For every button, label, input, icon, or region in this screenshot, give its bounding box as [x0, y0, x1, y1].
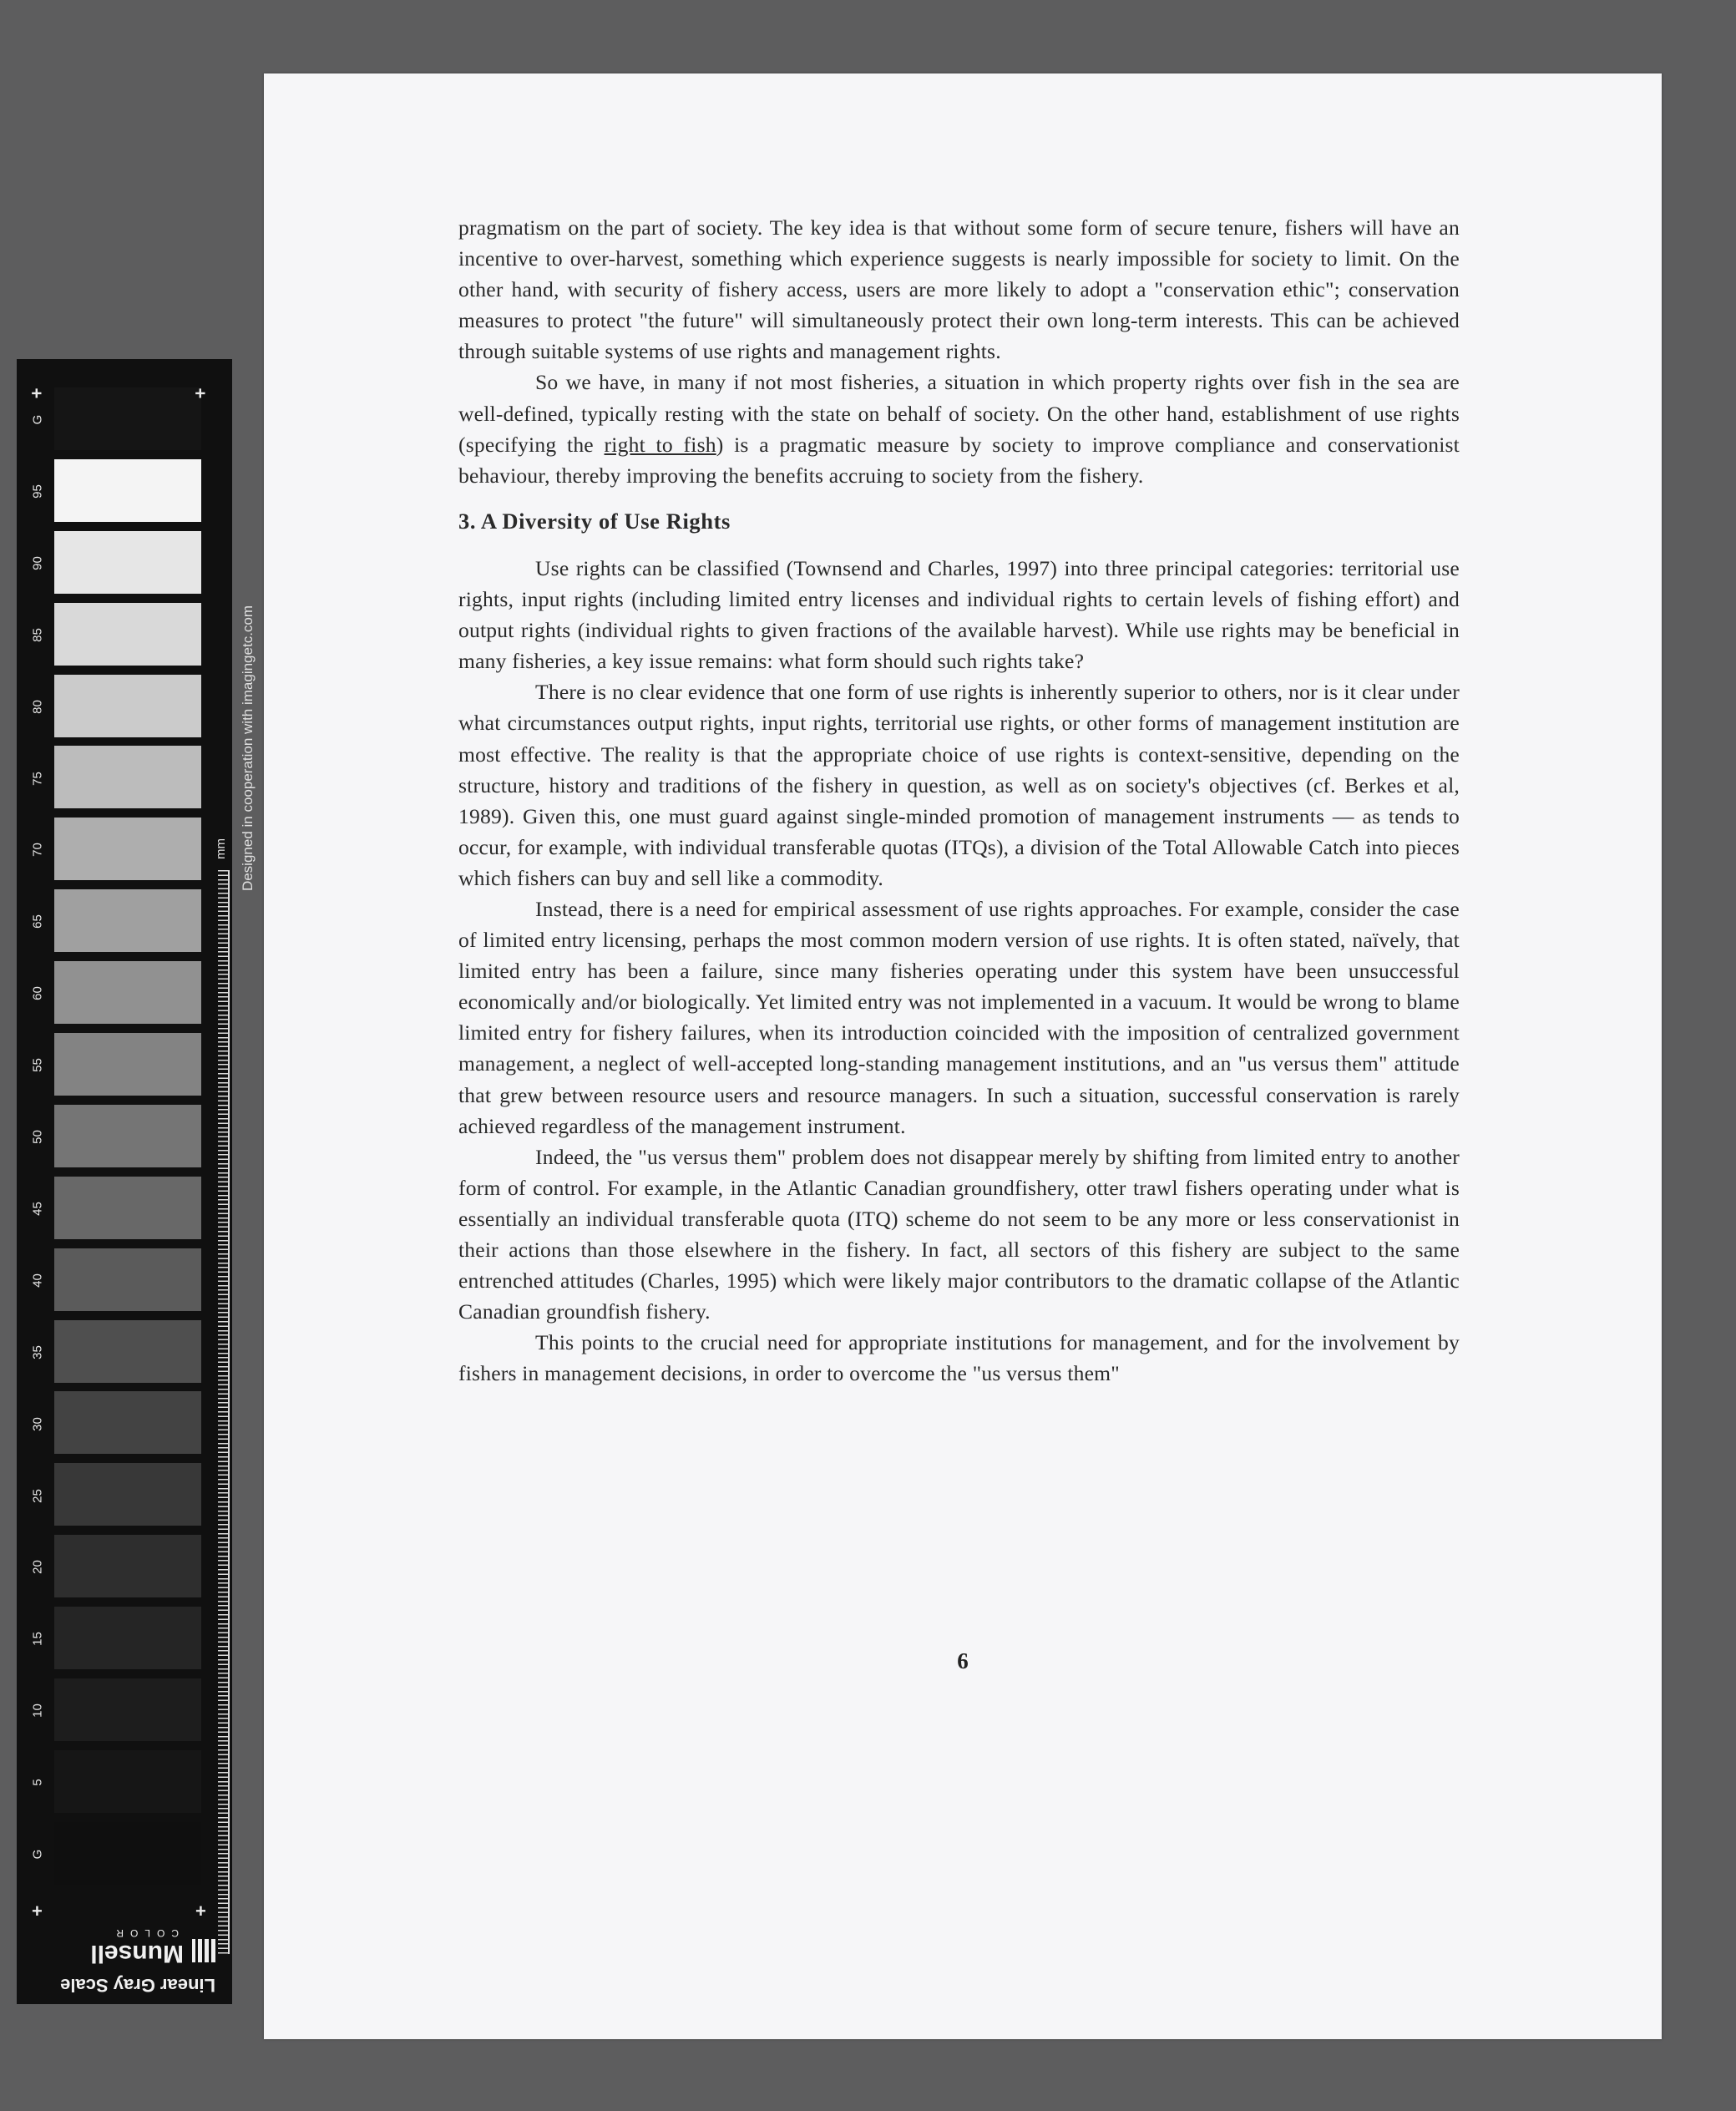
gray-scale-label: 95 [30, 484, 45, 499]
paragraph: This points to the crucial need for appropriate institutions for management, and for the involvement by fishers in management decisions, in order to overcome the "us versus them" [458, 1330, 1460, 1386]
gray-patch [54, 1177, 201, 1239]
unit-label: mm [214, 838, 228, 859]
scale-title: Linear Gray Scale [60, 1975, 215, 1996]
gray-scale-label: 65 [30, 914, 45, 929]
gray-scale-label: 90 [30, 555, 45, 570]
gray-patch [54, 746, 201, 808]
gray-scale-label: 70 [30, 843, 45, 858]
gray-patch [54, 1678, 201, 1741]
paragraph-text: So we have, in many if not most fisheries, a situation in which property rights over fish in the sea are well-defined, typically resting with the state on behalf of society. On the other hand, establishment of use rights (specifying the [458, 370, 1460, 457]
gray-patch [54, 1463, 201, 1526]
gray-patch [54, 675, 201, 737]
gray-patch [54, 1033, 201, 1096]
gray-patch [54, 1105, 201, 1167]
gray-scale-label: 35 [30, 1344, 45, 1359]
gray-patch [54, 889, 201, 952]
gray-patch [54, 1248, 201, 1311]
gray-scale-label: 25 [30, 1488, 45, 1503]
document-page [264, 73, 1662, 2039]
gray-scale-label: 85 [30, 627, 45, 642]
gray-patch [54, 1320, 201, 1383]
gray-scale-label: 55 [30, 1058, 45, 1072]
munsell-logo-icon [192, 1939, 215, 1962]
gray-scale-label: 20 [30, 1560, 45, 1575]
ruler-edge [228, 870, 230, 1954]
gray-patch [54, 818, 201, 880]
gray-scale-label: 40 [30, 1273, 45, 1288]
page-number: 6 [957, 1648, 969, 1673]
gray-patch [54, 531, 201, 594]
registration-mark: + [190, 387, 211, 399]
paragraph [458, 367, 1460, 490]
gray-patch [54, 1535, 201, 1597]
gray-scale-label: 15 [30, 1632, 45, 1647]
gray-scale-label: 75 [30, 771, 45, 786]
gray-scale-label: G [30, 1849, 45, 1860]
gray-patch [54, 603, 201, 666]
gray-scale-label: 80 [30, 699, 45, 714]
gray-patch [54, 1391, 201, 1454]
munsell-brand [17, 1926, 232, 2004]
gray-scale-label: G [30, 414, 45, 425]
section-heading: 3. A Diversity of Use Rights [458, 508, 731, 534]
underlined-phrase: right to fish [604, 432, 716, 457]
munsell-gray-scale: G 95 90 85 80 75 70 65 60 55 50 45 40 35 30 25 20 15 10 5 G + + + + Designed in cooperation with imagingetc.com mm Linear Gray Scale Munsell COLOR [17, 359, 232, 2004]
paragraph: Use rights can be classified (Townsend and Charles, 1997) into three principal categories: territorial use rights, input rights (including limited entry licenses and individual rights to certain levels of fishing effort) and output rights (individual rights to given fractions of the available harvest). While use rights may be beneficial in many fisheries, a key issue remains: what form should such rights take? [458, 555, 1460, 674]
gray-scale-label: 30 [30, 1416, 45, 1431]
paragraph: There is no clear evidence that one form of use rights is inherently superior to others, nor is it clear under what circumstances output rights, input rights, territorial use rights, or other forms of management institution are most effective. The reality is that the appropriate choice of use rights is context-sensitive, depending on the structure, history and traditions of the fishery in question, as well as on society's objectives (cf. Berkes et al, 1989). Given this, one must guard against single-minded promotion of management instruments — as tends to occur, for example, with individual transferable quotas (ITQs), a division of the Total Allowable Catch into pieces which fishers can buy and sell like a commodity. [458, 680, 1460, 890]
paragraph: Instead, there is a need for empirical assessment of use rights approaches. For example, consider the case of limited entry licensing, perhaps the most common modern version of use rights. It is often stated, naïvely, that limited entry has been a failure, since many fisheries operating under this system have been unsuccessful economically and/or biologically. Yet limited entry was not implemented in a vacuum. It would be wrong to blame limited entry for fishery failures, when its introduction coincided with the imposition of centralized government management, a neglect of well-accepted long-standing management institutions, and an "us versus them" attitude that grew between resource users and resource managers. In such a situation, successful conservation is rarely achieved regardless of the management instrument. [458, 896, 1460, 1138]
brand-subtitle: COLOR [109, 1927, 179, 1939]
gray-patch [54, 387, 201, 450]
gray-scale-label: 45 [30, 1202, 45, 1216]
gray-patches [54, 387, 201, 1894]
gray-scale-label: 50 [30, 1130, 45, 1144]
gray-patch [54, 1750, 201, 1813]
gray-scale-label: 5 [30, 1779, 45, 1786]
gray-scale-label: 10 [30, 1703, 45, 1719]
gray-patch [54, 1607, 201, 1669]
registration-mark: + [26, 387, 48, 399]
document-body [458, 212, 1460, 1389]
paragraph: Indeed, the "us versus them" problem does not disappear merely by shifting from limited entry to another form of control. For example, in the Atlantic Canadian groundfishery, otter trawl fishers operating under what is essentially an individual transferable quota (ITQ) scheme do not seem to be any more or less conservationist in their actions than those elsewhere in the fishery. In fact, all sectors of this fishery are subject to the same entrenched attitudes (Charles, 1995) which were likely major contributors to the dramatic collapse of the Atlantic Canadian groundfish fishery. [458, 1144, 1460, 1324]
paragraph-text: ) is a pragmatic measure by society to improve compliance and conservationist behaviour, thereby improving the benefits accruing to society from the fishery. [458, 432, 1460, 488]
registration-mark: + [195, 1901, 206, 1921]
gray-patch [54, 961, 201, 1024]
brand-name: Munsell [90, 1940, 184, 1967]
gray-patch [54, 1822, 201, 1885]
gray-scale-label: 60 [30, 986, 45, 1001]
paragraph: pragmatism on the part of society. The key idea is that without some form of secure tenure, fishers will have an incentive to over-harvest, something which experience suggests is nearly impossible for society to limit. On the other hand, with security of fishery access, users are more likely to adopt a "conservation ethic"; conservation measures to protect "the future" will simultaneously protect their own long-term interests. This can be achieved through suitable systems of use rights and management rights. [458, 215, 1460, 364]
registration-mark: + [32, 1901, 43, 1921]
gray-patch [54, 459, 201, 522]
mm-ruler [218, 870, 228, 1954]
